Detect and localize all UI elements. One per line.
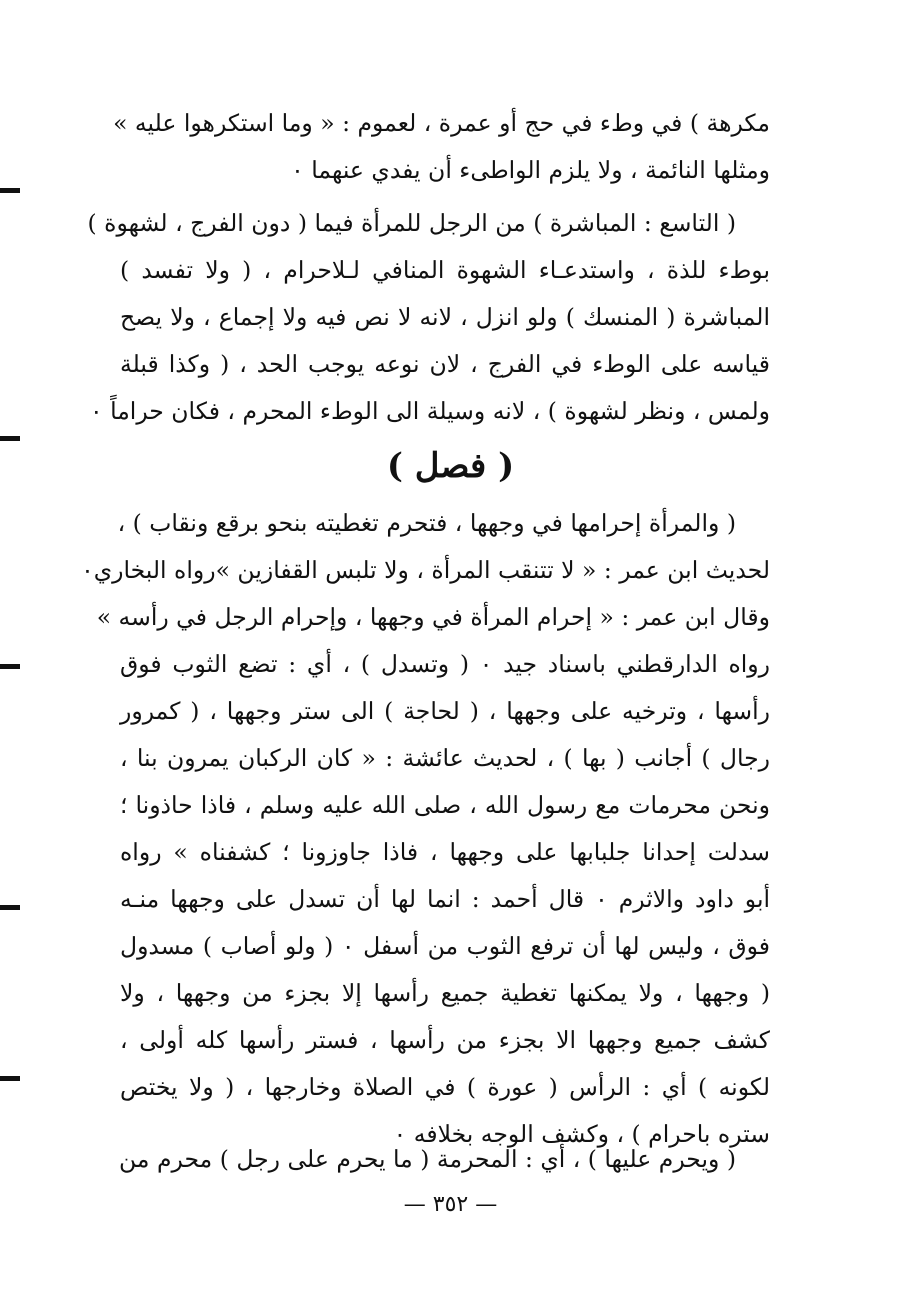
text-line: قياسه على الوطء في الفرج ، لان نوعه يوجب الحد ، ( وكذا قبلة xyxy=(120,350,770,378)
text-line: سدلت إحدانا جلبابها على وجهها ، فاذا جاوزونا ؛ كشفناه » رواه xyxy=(120,838,770,866)
margin-mark xyxy=(0,1076,20,1081)
text-line: فوق ، وليس لها أن ترفع الثوب من أسفل ٠ ( ولو أصاب ) مسدول xyxy=(120,932,770,960)
text-line: ستره باحرام ) ، وكشف الوجه بخلافه ٠ xyxy=(393,1120,770,1148)
text-line: ونحن محرمات مع رسول الله ، صلى الله عليه وسلم ، فاذا حاذونا ؛ xyxy=(120,791,770,819)
text-line: رجال ) أجانب ( بها ) ، لحديث عائشة : « كان الركبان يمرون بنا ، xyxy=(120,744,770,772)
text-line: مكرهة ) في وطء في حج أو عمرة ، لعموم : « وما استكرهوا عليه » xyxy=(113,109,770,137)
margin-mark xyxy=(0,664,20,669)
text-line: ( التاسع : المباشرة ) من الرجل للمرأة فيما ( دون الفرج ، لشهوة ) xyxy=(87,209,736,237)
text-line: المباشرة ( المنسك ) ولو انزل ، لانه لا نص فيه ولا إجماع ، ولا يصح xyxy=(120,303,770,331)
text-line: ولمس ، ونظر لشهوة ) ، لانه وسيلة الى الوطء المحرم ، فكان حراماً ٠ xyxy=(89,397,770,425)
page-number: — ٣٥٢ — xyxy=(403,1192,498,1217)
text-line: ( والمرأة إحرامها في وجهها ، فتحرم تغطيته بنحو برقع ونقاب ) ، xyxy=(117,509,736,537)
paragraph-3 xyxy=(81,500,771,1158)
text-line: ( ويحرم عليها ) ، أي : المحرمة ( ما يحرم على رجل ) محرم من xyxy=(119,1145,736,1173)
margin-mark xyxy=(0,188,20,193)
text-line: رواه الدارقطني باسناد جيد ٠ ( وتسدل ) ، أي : تضع الثوب فوق xyxy=(120,650,770,678)
paragraph-1 xyxy=(113,100,770,194)
text-line: لكونه ) أي : الرأس ( عورة ) في الصلاة وخارجها ، ( ولا يختص xyxy=(120,1073,770,1101)
paragraph-4 xyxy=(120,1136,770,1183)
section-heading: ( فصل ) xyxy=(386,446,515,486)
margin-mark xyxy=(0,905,20,910)
text-line: لحديث ابن عمر : « لا تتنقب المرأة ، ولا تلبس القفازين »رواه البخاري٠ xyxy=(81,556,770,584)
text-line: ومثلها النائمة ، ولا يلزم الواطىء أن يفدي عنهما ٠ xyxy=(291,156,770,184)
text-line: رأسها ، وترخيه على وجهها ، ( لحاجة ) الى ستر وجهها ، ( كمرور xyxy=(120,697,770,725)
text-line: وقال ابن عمر : « إحرام المرأة في وجهها ، وإحرام الرجل في رأسه » xyxy=(96,603,770,631)
text-line: بوطء للذة ، واستدعـاء الشهوة المنافي لـلاحرام ، ( ولا تفسد ) xyxy=(120,256,770,284)
text-line: أبو داود والاثرم ٠ قال أحمد : انما لها أن تسدل على وجهها منـه xyxy=(120,885,771,913)
text-line: كشف جميع وجهها الا بجزء من رأسها ، فستر رأسها كله أولى ، xyxy=(120,1026,770,1054)
paragraph-2 xyxy=(87,200,770,435)
text-line: ( وجهها ، ولا يمكنها تغطية جميع رأسها إلا بجزء من وجهها ، ولا xyxy=(120,979,770,1007)
